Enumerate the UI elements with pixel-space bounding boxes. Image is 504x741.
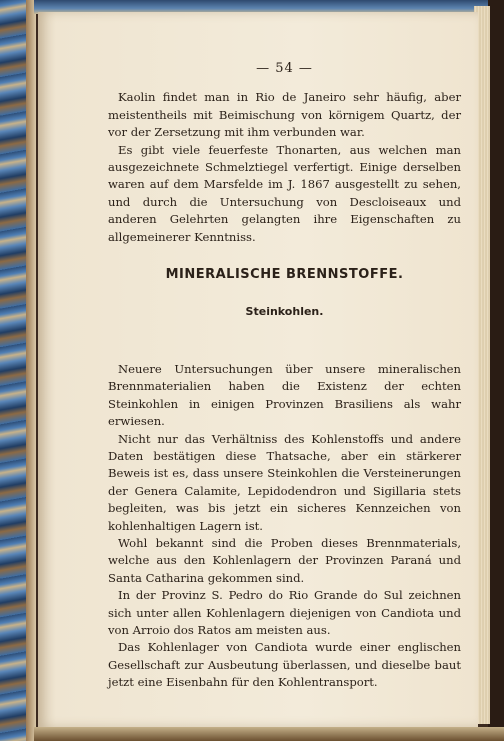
paragraph: Es gibt viele feuerfeste Thonarten, aus welchen man ausgezeichnete Schmelztiegel verfertigt. Einige derselben waren auf dem Marsfelde im J. 1867 ausgestellt zu sehen, und durch die Untersuchung von Descloiseaux und anderen Gelehrten gelangten ihre Eigenschaften zu allgemeinerer Kenntniss.	[108, 142, 461, 244]
page-number: — 54 —	[256, 61, 313, 76]
page-content	[108, 60, 461, 692]
background-right	[488, 0, 504, 741]
paragraph: Nicht nur das Verhältniss des Kohlenstoffs und andere Daten bestätigen diese Thatsache, aber ein stärkerer Beweis ist es, dass unsere Steinkohlen die Versteinerungen der Genera Calamite, Lepidodendron und Sigillaria stets begleiten, was bis jetzt ein sicheres Kennzeichen von kohlenhaltigen Lagern ist.	[108, 431, 461, 533]
paragraph: In der Provinz S. Pedro do Rio Grande do Sul zeichnen sich unter allen Kohlenlagern diejenigen von Candiota und von Arroio dos Ratos am meisten aus.	[108, 588, 461, 637]
paragraph: Wohl bekannt sind die Proben dieses Brennmaterials, welche aus den Kohlenlagern der Provinzen Paraná und Santa Catharina gekommen sind.	[108, 535, 461, 585]
section-title: Steinkohlen.	[245, 305, 324, 319]
paragraph: Kaolin findet man in Rio de Janeiro sehr häufig, aber meistentheils mit Beimischung von körnigem Quartz, der vor der Zersetzung mit ihm verbunden war.	[108, 90, 461, 140]
paragraph: Das Kohlenlager von Candiota wurde einer englischen Gesellschaft zur Ausbeutung überlassen, und dieselbe baut jetzt eine Eisenbahn für den Kohlentransport.	[108, 640, 461, 690]
binding-edge	[26, 0, 36, 741]
bottom-cover-edge	[34, 727, 504, 741]
chapter-title: MINERALISCHE BRENNSTOFFE.	[165, 267, 404, 283]
paragraph: Neuere Untersuchungen über unsere mineralischen Brennmaterialien haben die Existenz der echten Steinkohlen in einigen Provinzen Brasiliens als wahr erwiesen.	[108, 361, 461, 429]
